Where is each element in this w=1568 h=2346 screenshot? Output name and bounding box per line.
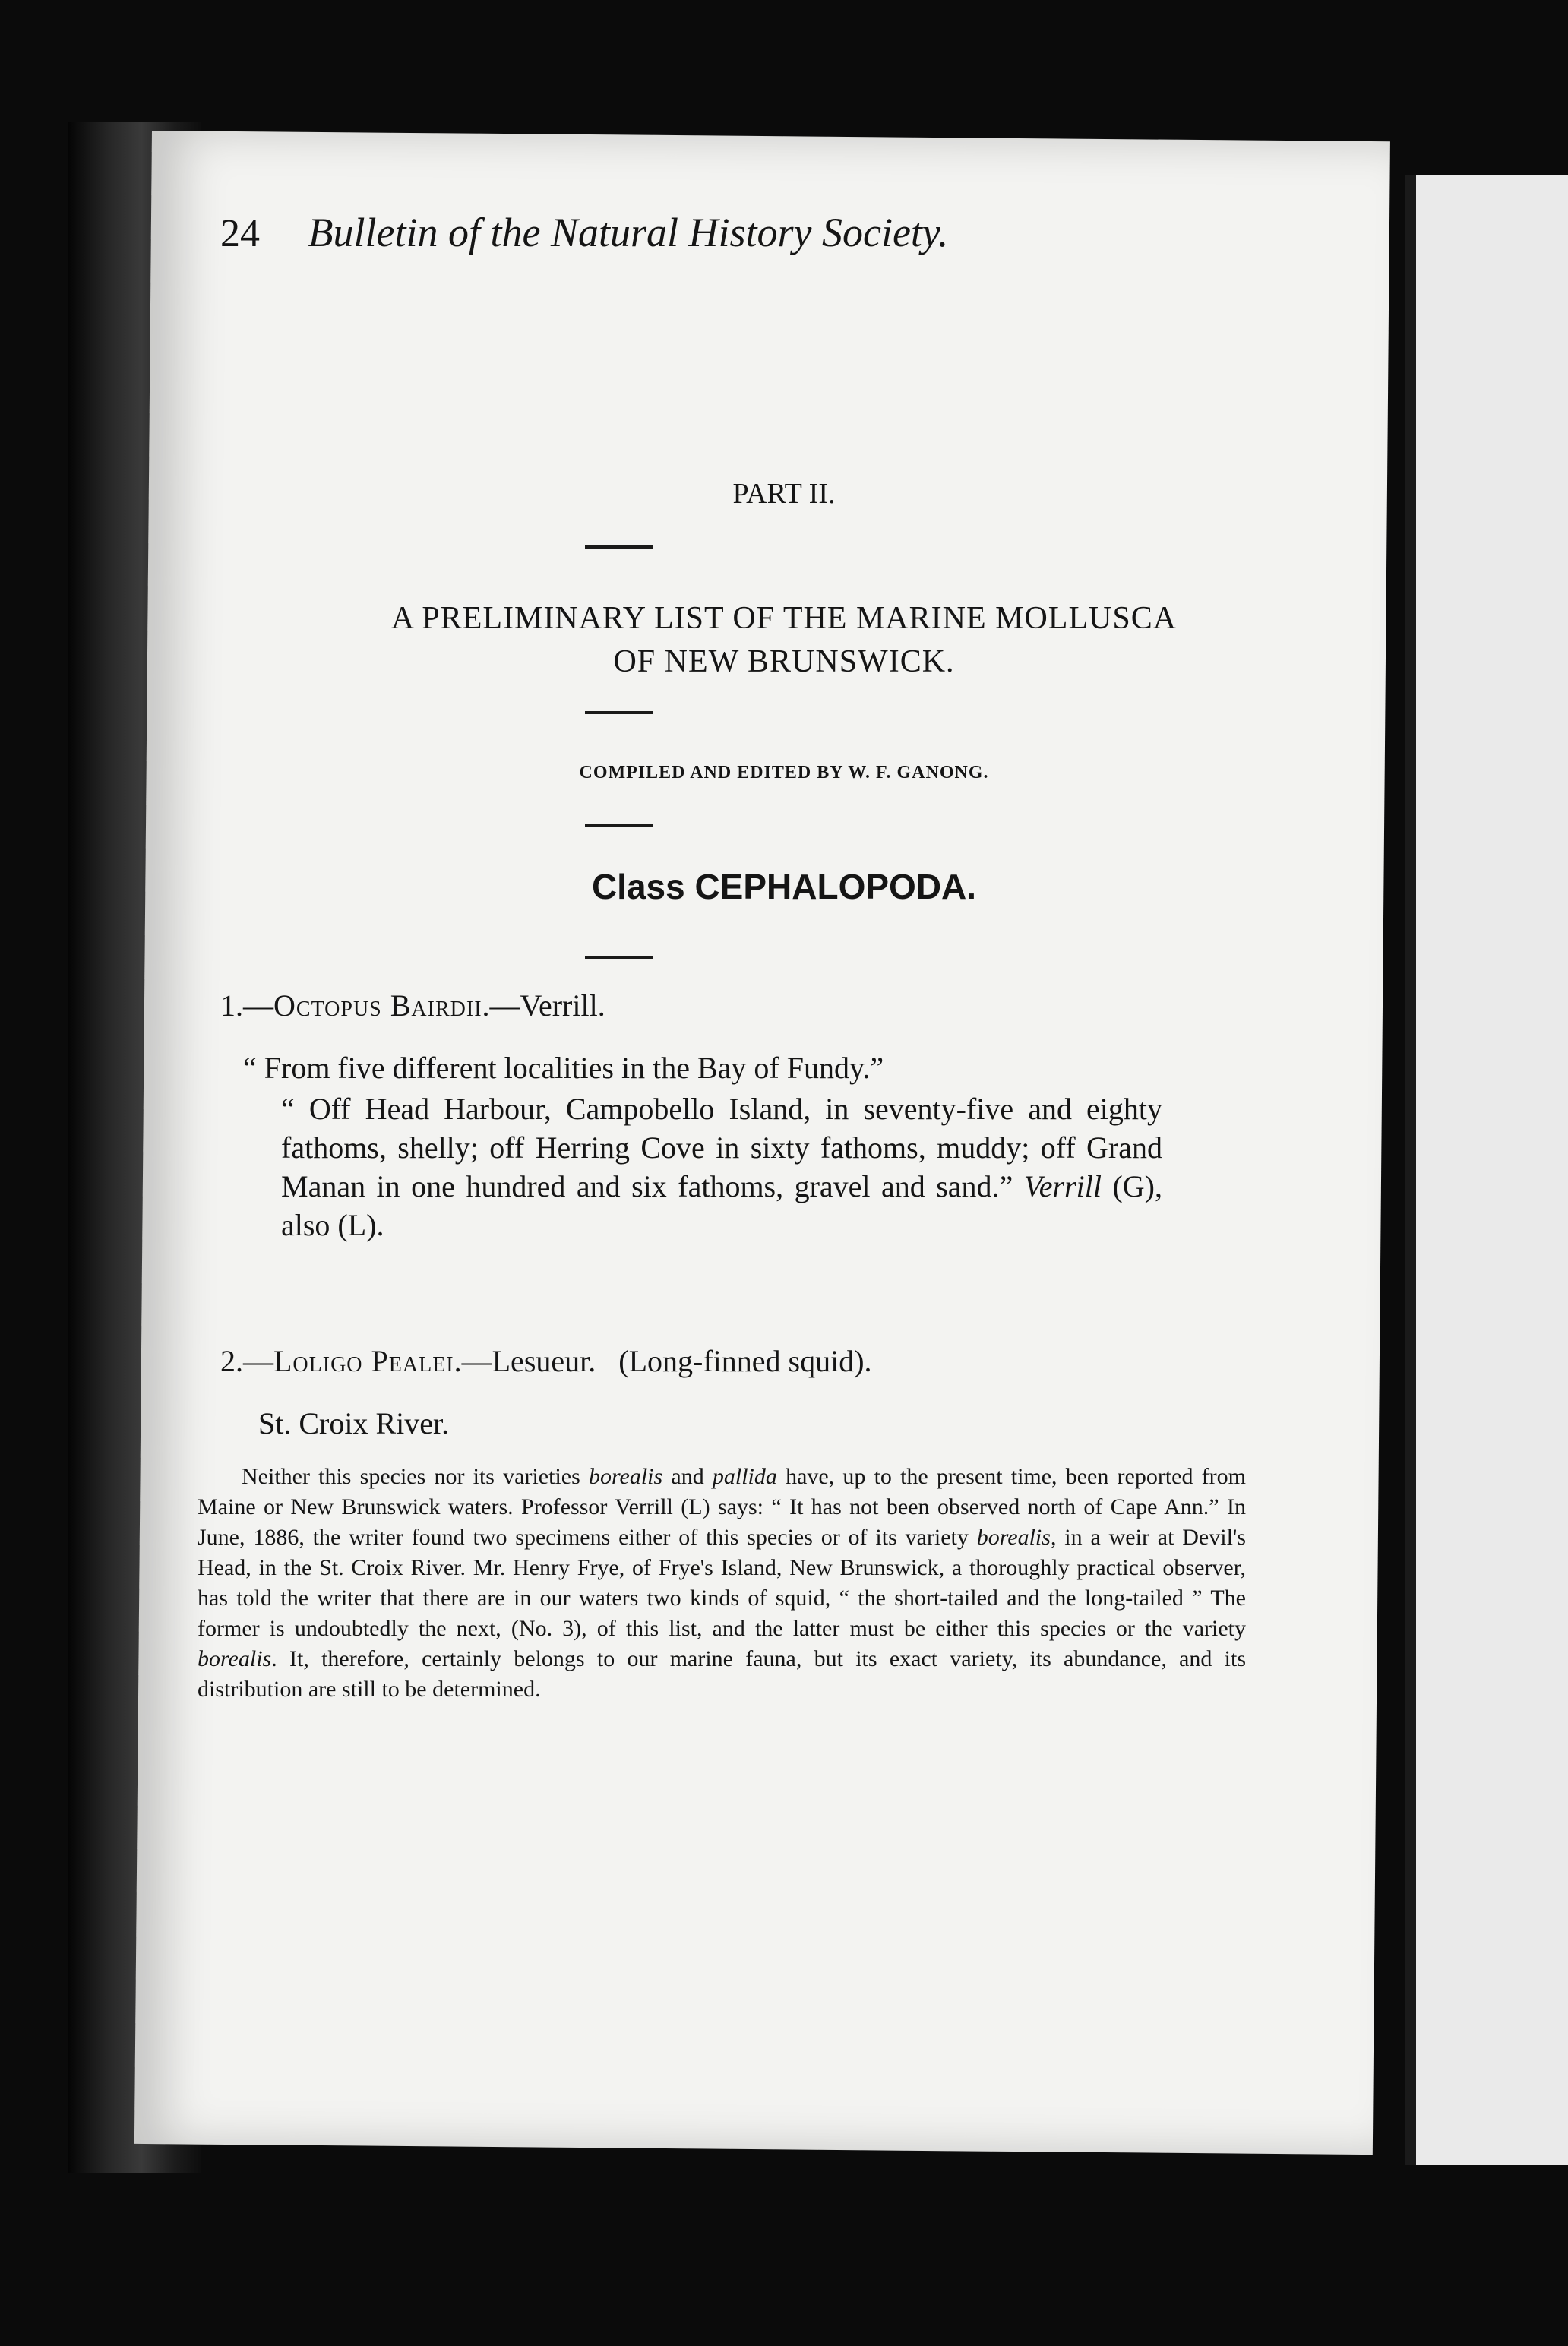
note-italic-term: borealis xyxy=(588,1464,663,1489)
entry-quote-first: “ From five different localities in the Bay of Fundy.” xyxy=(243,1051,884,1085)
divider-rule xyxy=(585,956,653,959)
note-text: Neither this species nor its varieties xyxy=(242,1464,589,1489)
note-text: have, up to the present time, been reported from Maine or New Brunswick waters. Professor Verrill (L) says: “ It has not been observed north of Cape Ann.” In June, 1886, the writer found two specimens either of this species or of its variety xyxy=(198,1464,1246,1550)
class-heading: Class CEPHALOPODA. xyxy=(591,867,977,906)
part-heading: PART II. xyxy=(732,478,836,510)
common-name: (Long-finned squid). xyxy=(618,1344,872,1378)
note-text: and xyxy=(662,1464,713,1489)
entry-locality: St. Croix River. xyxy=(258,1406,450,1440)
running-head xyxy=(220,209,1208,256)
species-entry-heading xyxy=(220,988,605,1023)
note-text: . It, therefore, certainly belongs to our marine fauna, but its exact variety, its abundance, and its distribution are still to be determined. xyxy=(198,1646,1246,1702)
quote-text: “ Off Head Harbour, Campobello Island, in seventy-five and eighty fathoms, shelly; off Herring Cove in sixty fathoms, muddy; off Grand Manan in one hundred and six fathoms, gravel and sand.” xyxy=(281,1092,1162,1203)
entry-quote-body xyxy=(281,1089,1162,1244)
species-author: .—Lesueur. xyxy=(454,1344,596,1378)
divider-rule xyxy=(585,711,653,714)
quote-reference: (G), also (L). xyxy=(281,1169,1162,1242)
note-italic-term: borealis xyxy=(976,1525,1051,1550)
compiler-credit: COMPILED AND EDITED BY W. F. GANONG. xyxy=(579,763,989,783)
quote-source: Verrill xyxy=(1023,1169,1102,1203)
species-author: .—Verrill. xyxy=(482,988,605,1023)
divider-rule xyxy=(585,545,653,549)
divider-rule xyxy=(585,824,653,827)
species-name: Loligo Pealei xyxy=(273,1344,454,1378)
article-title-line2: OF NEW BRUNSWICK. xyxy=(613,644,955,679)
note-italic-term: borealis xyxy=(198,1646,272,1671)
species-entry-heading xyxy=(220,1343,872,1379)
page-number: 24 xyxy=(220,212,260,255)
entry-note-paragraph xyxy=(198,1462,1246,1705)
entry-number: 1.— xyxy=(220,988,273,1023)
journal-title: Bulletin of the Natural History Society. xyxy=(308,210,949,255)
article-title xyxy=(0,597,1568,684)
note-italic-term: pallida xyxy=(712,1464,777,1489)
article-title-line1: A PRELIMINARY LIST OF THE MARINE MOLLUSCA xyxy=(390,601,1178,636)
species-name: Octopus Bairdii xyxy=(273,988,482,1023)
note-text: , in a weir at Devil's Head, in the St. Croix River. Mr. Henry Frye, of Frye's Island, New Brunswick, a thoroughly practical observer, has told the writer that there are in our waters two kinds of squid, “ the short-tailed and the long-tailed ” The former is undoubtedly the next, (No. 3), of this list, and the latter must be either this species or the variety xyxy=(198,1525,1246,1641)
entry-number: 2.— xyxy=(220,1344,273,1378)
